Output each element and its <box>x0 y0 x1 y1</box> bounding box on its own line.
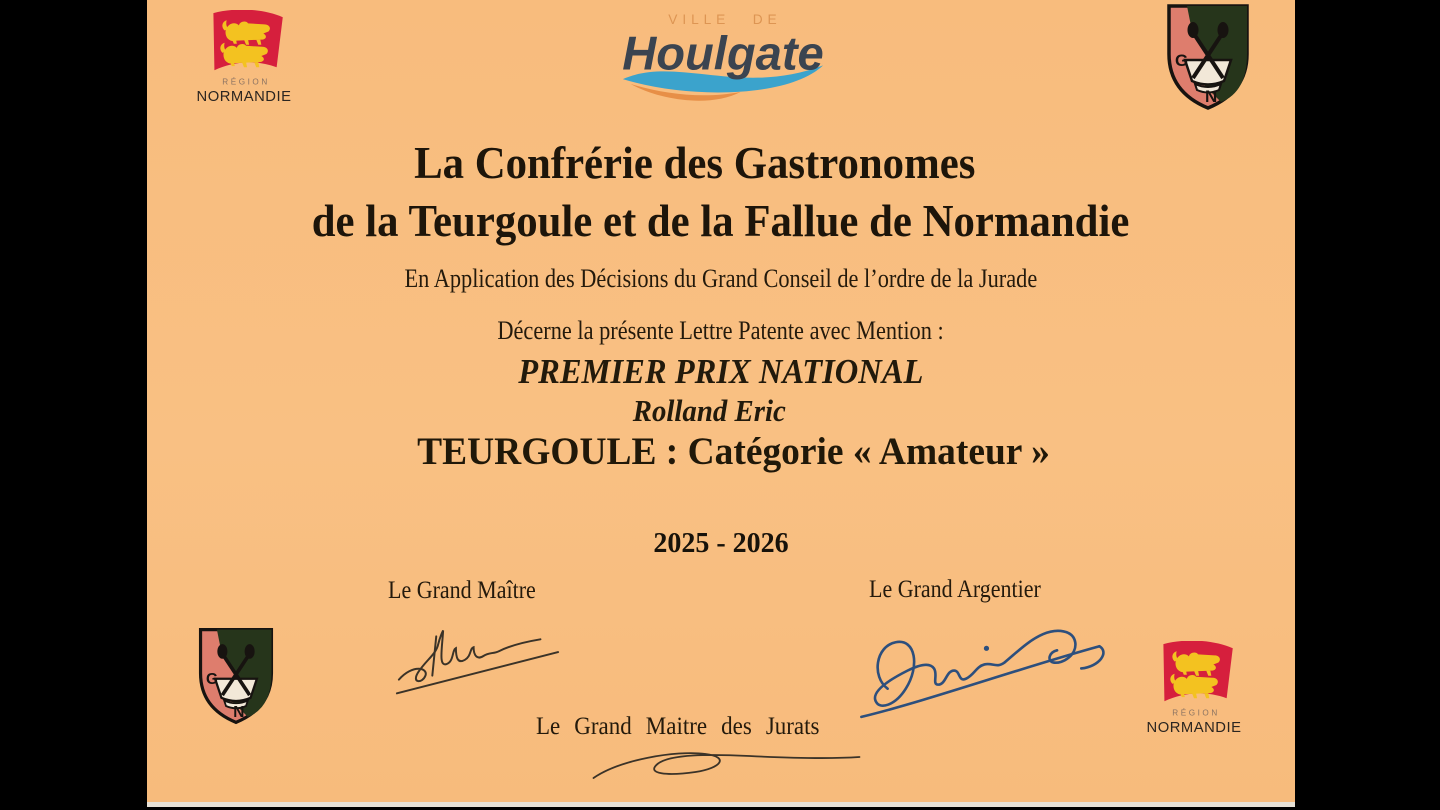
confrerie-crest-bottom-left <box>195 626 277 726</box>
region-label: RÉGION <box>1172 708 1220 718</box>
grand-maitre-des-jurats-signature <box>579 746 865 788</box>
region-normandie-logo-bottom-right <box>1143 641 1245 735</box>
category-line: TEURGOULE : Catégorie « Amateur » <box>416 430 1050 473</box>
grand-maitre-signature <box>393 614 565 698</box>
grand-argentier-signature <box>857 612 1125 728</box>
recipient-name: Rolland Eric <box>632 393 786 428</box>
normandie-label: NORMANDIE <box>196 88 292 104</box>
award-line: PREMIER PRIX NATIONAL <box>518 352 924 391</box>
normandie-label: NORMANDIE <box>1146 719 1242 735</box>
crest-letter-g: G <box>1175 51 1189 70</box>
application-line: En Application des Décisions du Grand Conseil de l’ordre de la Jurade <box>404 264 1038 293</box>
mention-line: Décerne la présente Lettre Patente avec Mention : <box>497 316 945 345</box>
grand-maitre-des-jurats-label: Le Grand Maitre des Jurats <box>536 713 820 740</box>
grand-maitre-label: Le Grand Maître <box>388 577 536 604</box>
houlgate-logo <box>615 6 831 110</box>
grand-argentier-label: Le Grand Argentier <box>869 576 1041 603</box>
crest-letter-n: N <box>1205 87 1218 106</box>
ville-de-label: VILLE DE <box>668 12 782 28</box>
houlgate-script: Houlgate <box>622 26 824 80</box>
title-line1: La Confrérie des Gastronomes <box>414 137 976 188</box>
confrerie-crest-top-right <box>1163 1 1253 113</box>
season-line: 2025 - 2026 <box>653 528 789 559</box>
region-normandie-logo-top-left <box>193 10 295 104</box>
paper-bottom-edge <box>147 802 1295 807</box>
region-label: RÉGION <box>222 77 270 87</box>
crest-letter-n: N <box>233 703 245 721</box>
title-line2: de la Teurgoule et de la Fallue de Normandie <box>312 195 1130 246</box>
certificate <box>147 0 1295 807</box>
crest-letter-g: G <box>206 671 219 689</box>
